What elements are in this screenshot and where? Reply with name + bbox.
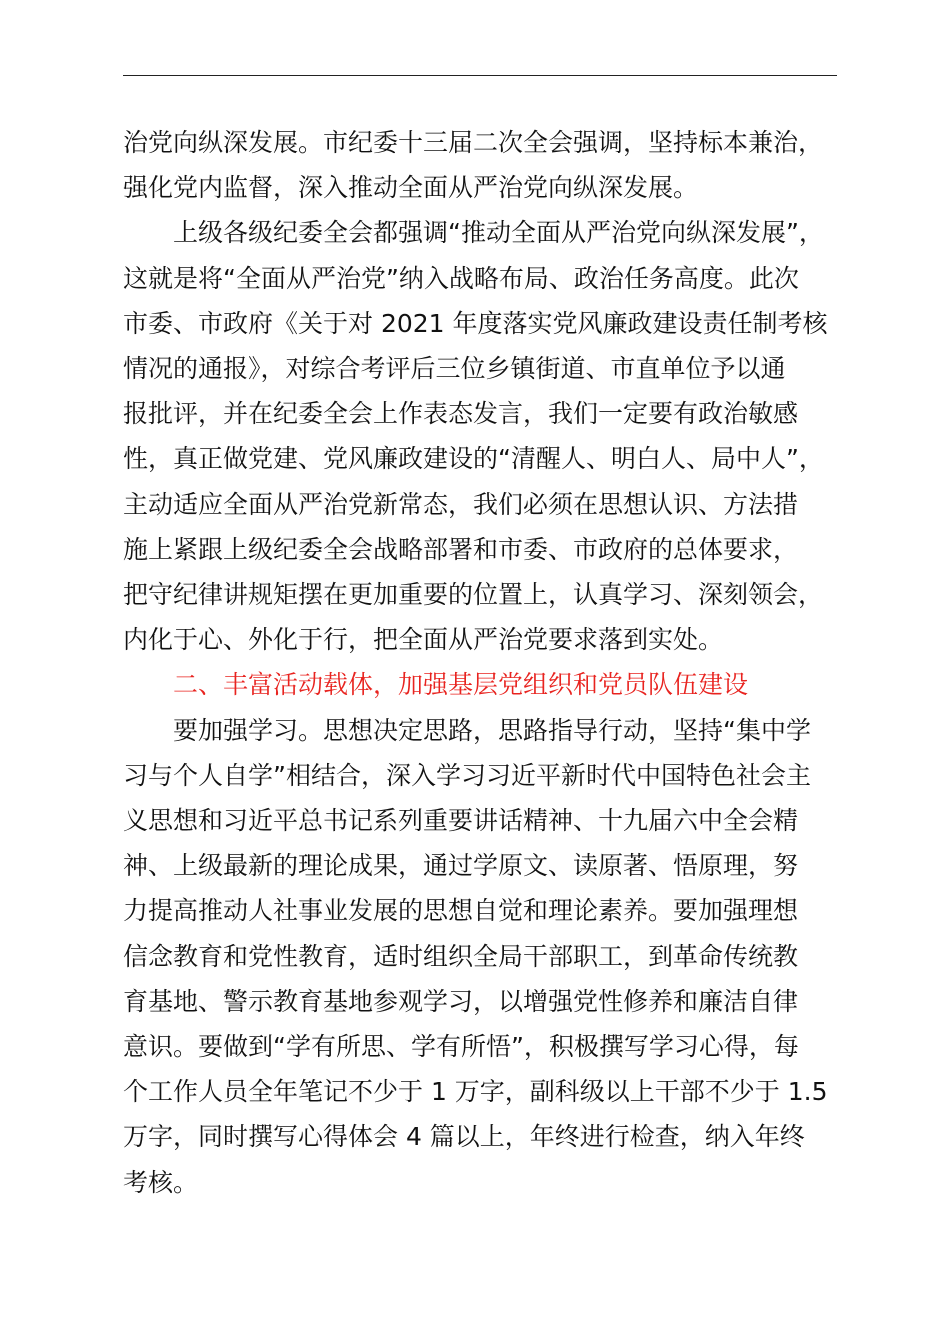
text-line: 力提高推动人社事业发展的思想自觉和理论素养。要加强理想: [123, 896, 799, 926]
text-line: 治党向纵深发展。市纪委十三届二次全会强调，坚持标本兼治，: [123, 128, 824, 157]
text-line: 上级各级纪委全会都强调“推动全面从严治党向纵深发展”，: [173, 218, 824, 248]
text-line: 市委、市政府《关于对 2021 年度落实党风廉政建设责任制考核: [123, 308, 828, 338]
text-line: 把守纪律讲规矩摆在更加重要的位置上，认真学习、深刻领会，: [123, 580, 824, 610]
text-line: 报批评，并在纪委全会上作表态发言，我们一定要有政治敏感: [123, 399, 799, 429]
header-rule: [123, 75, 837, 76]
section-heading: [123, 662, 863, 707]
paragraph-1: [123, 120, 863, 210]
text-line: 神、上级最新的理论成果，通过学原文、读原著、悟原理，努: [123, 851, 799, 881]
text-line: 情况的通报》，对综合考评后三位乡镇街道、市直单位予以通: [123, 354, 786, 384]
text-line: 万字，同时撰写心得体会 4 篇以上，年终进行检查，纳入年终: [123, 1122, 805, 1152]
text-line: 个工作人员全年笔记不少于 1 万字，副科级以上干部不少于 1.5: [123, 1077, 828, 1107]
text-line: 育基地、警示教育基地参观学习，以增强党性修养和廉洁自律: [123, 986, 799, 1016]
text-line: 性，真正做党建、党风廉政建设的“清醒人、明白人、局中人”，: [123, 444, 824, 474]
document-body: [123, 120, 863, 1205]
paragraph-3: [123, 708, 863, 1205]
text-line: 意识。要做到“学有所思、学有所悟”，积极撰写学习心得，每: [123, 1032, 799, 1062]
text-line: 主动适应全面从严治党新常态，我们必须在思想认识、方法措: [123, 489, 799, 519]
text-line: 习与个人自学”相结合，深入学习习近平新时代中国特色社会主: [123, 760, 811, 790]
paragraph-2: [123, 210, 863, 662]
text-line: 义思想和习近平总书记系列重要讲话精神、十九届六中全会精: [123, 806, 799, 836]
text-line: 考核。: [123, 1167, 199, 1197]
text-line: 要加强学习。思想决定思路，思路指导行动，坚持“集中学: [173, 715, 811, 745]
text-line: 内化于心、外化于行，把全面从严治党要求落到实处。: [123, 625, 724, 655]
text-line: 这就是将“全面从严治党”纳入战略布局、政治任务高度。此次: [123, 263, 799, 293]
heading-text: 二、丰富活动载体，加强基层党组织和党员队伍建设: [173, 670, 749, 700]
text-line: 施上紧跟上级纪委全会战略部署和市委、市政府的总体要求，: [123, 534, 799, 564]
text-line: 强化党内监督，深入推动全面从严治党向纵深发展。: [123, 173, 699, 203]
text-line: 信念教育和党性教育，适时组织全局干部职工，到革命传统教: [123, 941, 799, 971]
